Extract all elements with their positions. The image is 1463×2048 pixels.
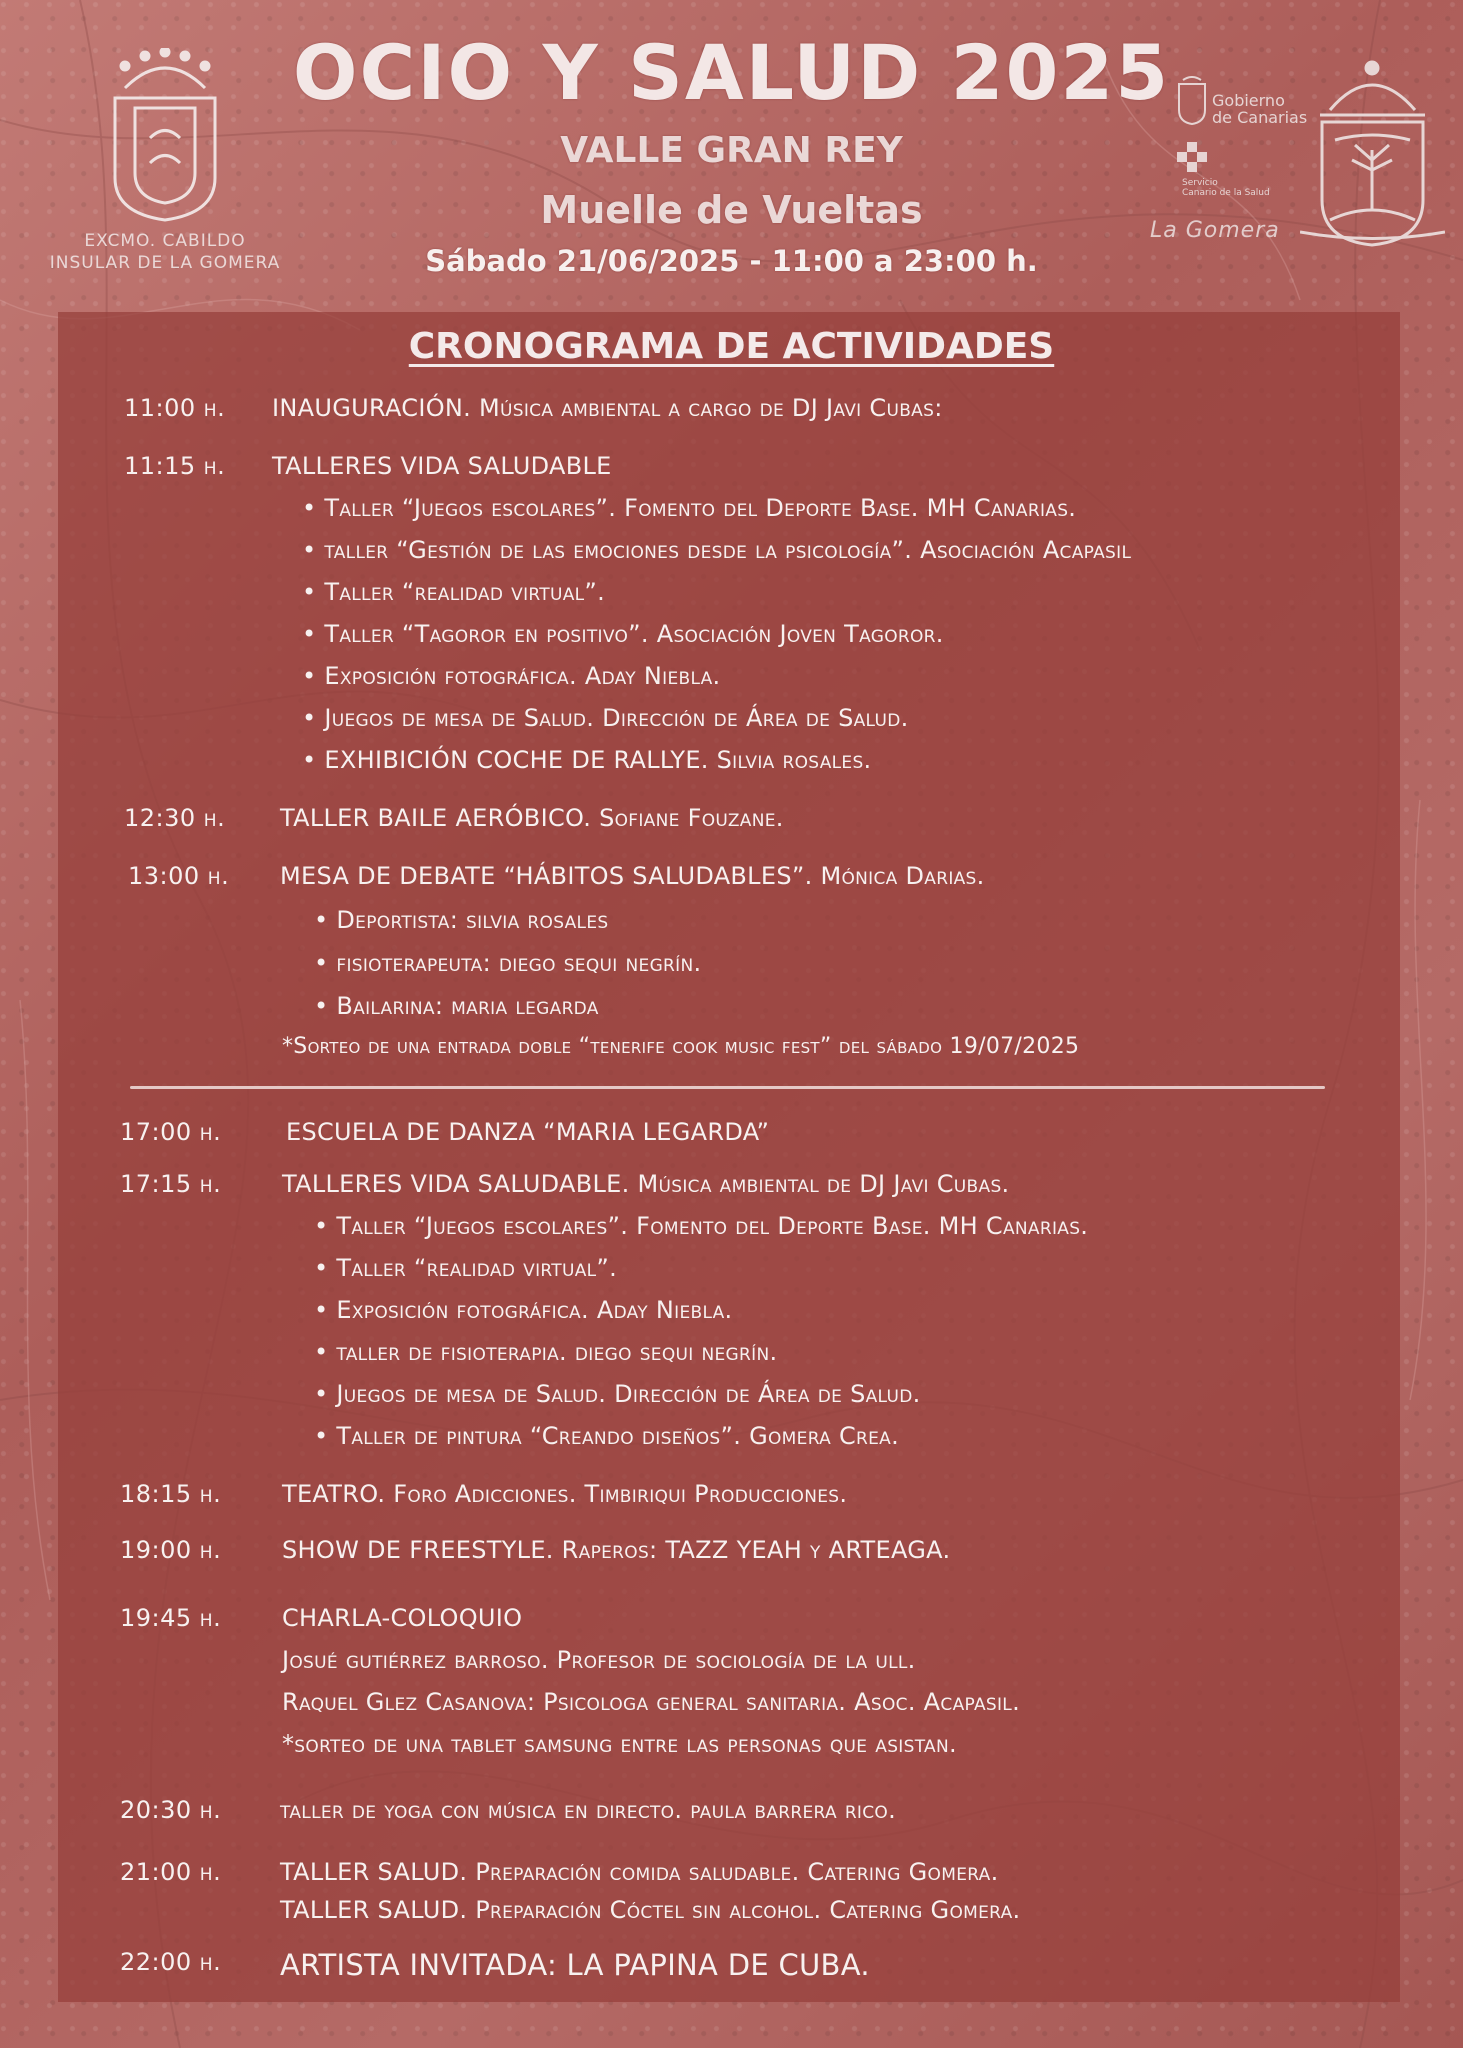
schedule-entry (0, 452, 1463, 492)
subitem-text: • Bailarina: maria legarda (314, 992, 599, 1020)
subitem-text: • fisioterapeuta: diego sequi negrín. (314, 949, 701, 977)
schedule-subitem (0, 1296, 1463, 1336)
valle-gran-rey-crest-icon (1300, 50, 1445, 250)
entry-text: TALLER SALUD. Preparación Cóctel sin alcohol. Catering Gomera. (280, 1896, 1021, 1924)
speaker-text: Josué gutiérrez barroso. Profesor de sociología de la ull. (282, 1646, 916, 1674)
entry-time: 21:00 h. (120, 1858, 222, 1886)
schedule-subitem (0, 1380, 1463, 1420)
schedule-entry (0, 394, 1463, 434)
schedule-subitem (0, 620, 1463, 660)
entry-time: 13:00 h. (128, 862, 230, 890)
schedule-subitem (0, 578, 1463, 618)
entry-time: 17:00 h. (120, 1118, 222, 1146)
subitem-text: • Exposición fotográfica. Aday Niebla. (302, 662, 720, 690)
schedule-entry (0, 804, 1463, 844)
entry-text: ESCUELA DE DANZA “MARIA LEGARDA” (286, 1118, 770, 1146)
schedule-note (0, 1730, 1463, 1770)
la-gomera-logo: La Gomera (1150, 218, 1280, 243)
event-title: OCIO Y SALUD 2025 (292, 28, 1171, 117)
schedule-subitem (0, 1896, 1463, 1936)
subitem-text: • Taller “Juegos escolares”. Fomento del Deporte Base. MH Canarias. (302, 494, 1076, 522)
event-location: VALLE GRAN REY (560, 130, 903, 171)
event-datetime: Sábado 21/06/2025 - 11:00 a 23:00 h. (425, 244, 1038, 278)
schedule-subitem (0, 494, 1463, 534)
entry-time: 17:15 h. (120, 1170, 222, 1198)
entry-text: INAUGURACIÓN. Música ambiental a cargo de DJ Javi Cubas: (272, 394, 943, 422)
schedule-subitem (0, 662, 1463, 702)
schedule-entry (0, 1536, 1463, 1576)
schedule-entry (0, 1170, 1463, 1210)
schedule-subitem (0, 1254, 1463, 1294)
schedule-subitem (0, 1422, 1463, 1462)
entry-time: 18:15 h. (120, 1480, 222, 1508)
entry-text: SHOW DE FREESTYLE. Raperos: TAZZ YEAH y ARTEAGA. (282, 1536, 951, 1564)
entry-text: TALLER SALUD. Preparación comida saludable. Catering Gomera. (280, 1858, 999, 1886)
schedule-entry (0, 1480, 1463, 1520)
entry-text-headliner: ARTISTA INVITADA: LA PAPINA DE CUBA. (280, 1948, 870, 1982)
servicio-canario-salud-text: Servicio Canario de la Salud (1182, 178, 1270, 198)
cabildo-caption: EXCMO. CABILDO INSULAR DE LA GOMERA (49, 231, 281, 273)
entry-text: MESA DE DEBATE “HÁBITOS SALUDABLES”. Mónica Darias. (280, 862, 985, 890)
entry-time: 11:00 h. (124, 394, 226, 422)
entry-text: TALLERES VIDA SALUDABLE. Música ambiental de DJ Javi Cubas. (282, 1170, 1010, 1198)
subitem-text: • Taller “Tagoror en positivo”. Asociación Joven Tagoror. (302, 620, 944, 648)
speaker-text: Raquel Glez Casanova: Psicologa general sanitaria. Asoc. Acapasil. (282, 1688, 1021, 1716)
entry-text: TALLER BAILE AERÓBICO. Sofiane Fouzane. (280, 804, 784, 832)
schedule-entry (0, 862, 1463, 902)
entry-text: CHARLA-COLOQUIO (282, 1604, 523, 1632)
subitem-text: • Taller “realidad virtual”. (314, 1254, 617, 1282)
schedule-note (0, 1034, 1463, 1074)
schedule-entry (0, 1604, 1463, 1644)
subitem-text: • Taller “Juegos escolares”. Fomento del Deporte Base. MH Canarias. (314, 1212, 1088, 1240)
entry-text: TALLERES VIDA SALUDABLE (272, 452, 612, 480)
subitem-text: • Deportista: silvia rosales (314, 906, 608, 934)
raffle-note: *sorteo de una tablet samsung entre las personas que asistan. (282, 1730, 957, 1758)
subitem-text: • EXHIBICIÓN COCHE DE RALLYE. Silvia rosales. (302, 746, 871, 774)
subitem-text: • taller de fisioterapia. diego sequi negrín. (314, 1338, 777, 1366)
entry-time: 22:00 h. (120, 1948, 222, 1976)
schedule-subitem (0, 1646, 1463, 1686)
raffle-note: *Sorteo de una entrada doble “tenerife cook music fest” del sábado 19/07/2025 (282, 1034, 1080, 1059)
subitem-text: • Juegos de mesa de Salud. Dirección de Área de Salud. (302, 704, 909, 732)
schedule-entry (0, 1948, 1463, 1988)
subitem-text: • Juegos de mesa de Salud. Dirección de Área de Salud. (314, 1380, 921, 1408)
schedule-subitem (0, 704, 1463, 744)
schedule-subitem (0, 949, 1463, 989)
schedule-entry (0, 1118, 1463, 1158)
entry-time: 19:45 h. (120, 1604, 222, 1632)
schedule-subitem (0, 746, 1463, 786)
entry-text: TEATRO. Foro Adicciones. Timbiriqui Producciones. (282, 1480, 848, 1508)
schedule-subitem (0, 1338, 1463, 1378)
schedule-subitem (0, 1212, 1463, 1252)
subitem-text: • Taller “realidad virtual”. (302, 578, 605, 606)
schedule-subitem (0, 536, 1463, 576)
entry-text: taller de yoga con música en directo. paula barrera rico. (280, 1796, 897, 1824)
subitem-text: • Exposición fotográfica. Aday Niebla. (314, 1296, 732, 1324)
entry-time: 12:30 h. (124, 804, 226, 832)
subitem-text: • Taller de pintura “Creando diseños”. Gomera Crea. (314, 1422, 899, 1450)
schedule-entry (0, 1858, 1463, 1898)
schedule-entry (0, 1796, 1463, 1836)
schedule-title: CRONOGRAMA DE ACTIVIDADES (408, 326, 1055, 367)
section-divider (130, 1086, 1325, 1089)
entry-time: 11:15 h. (124, 452, 226, 480)
entry-time: 19:00 h. (120, 1536, 222, 1564)
event-venue: Muelle de Vueltas (540, 188, 923, 232)
entry-time: 20:30 h. (120, 1796, 222, 1824)
schedule-subitem (0, 906, 1463, 946)
gobierno-canarias-text: Gobierno de Canarias (1212, 91, 1308, 127)
poster-header (0, 0, 1463, 300)
schedule-subitem (0, 1688, 1463, 1728)
schedule-subitem (0, 992, 1463, 1032)
subitem-text: • taller “Gestión de las emociones desde la psicología”. Asociación Acapasil (302, 536, 1131, 564)
